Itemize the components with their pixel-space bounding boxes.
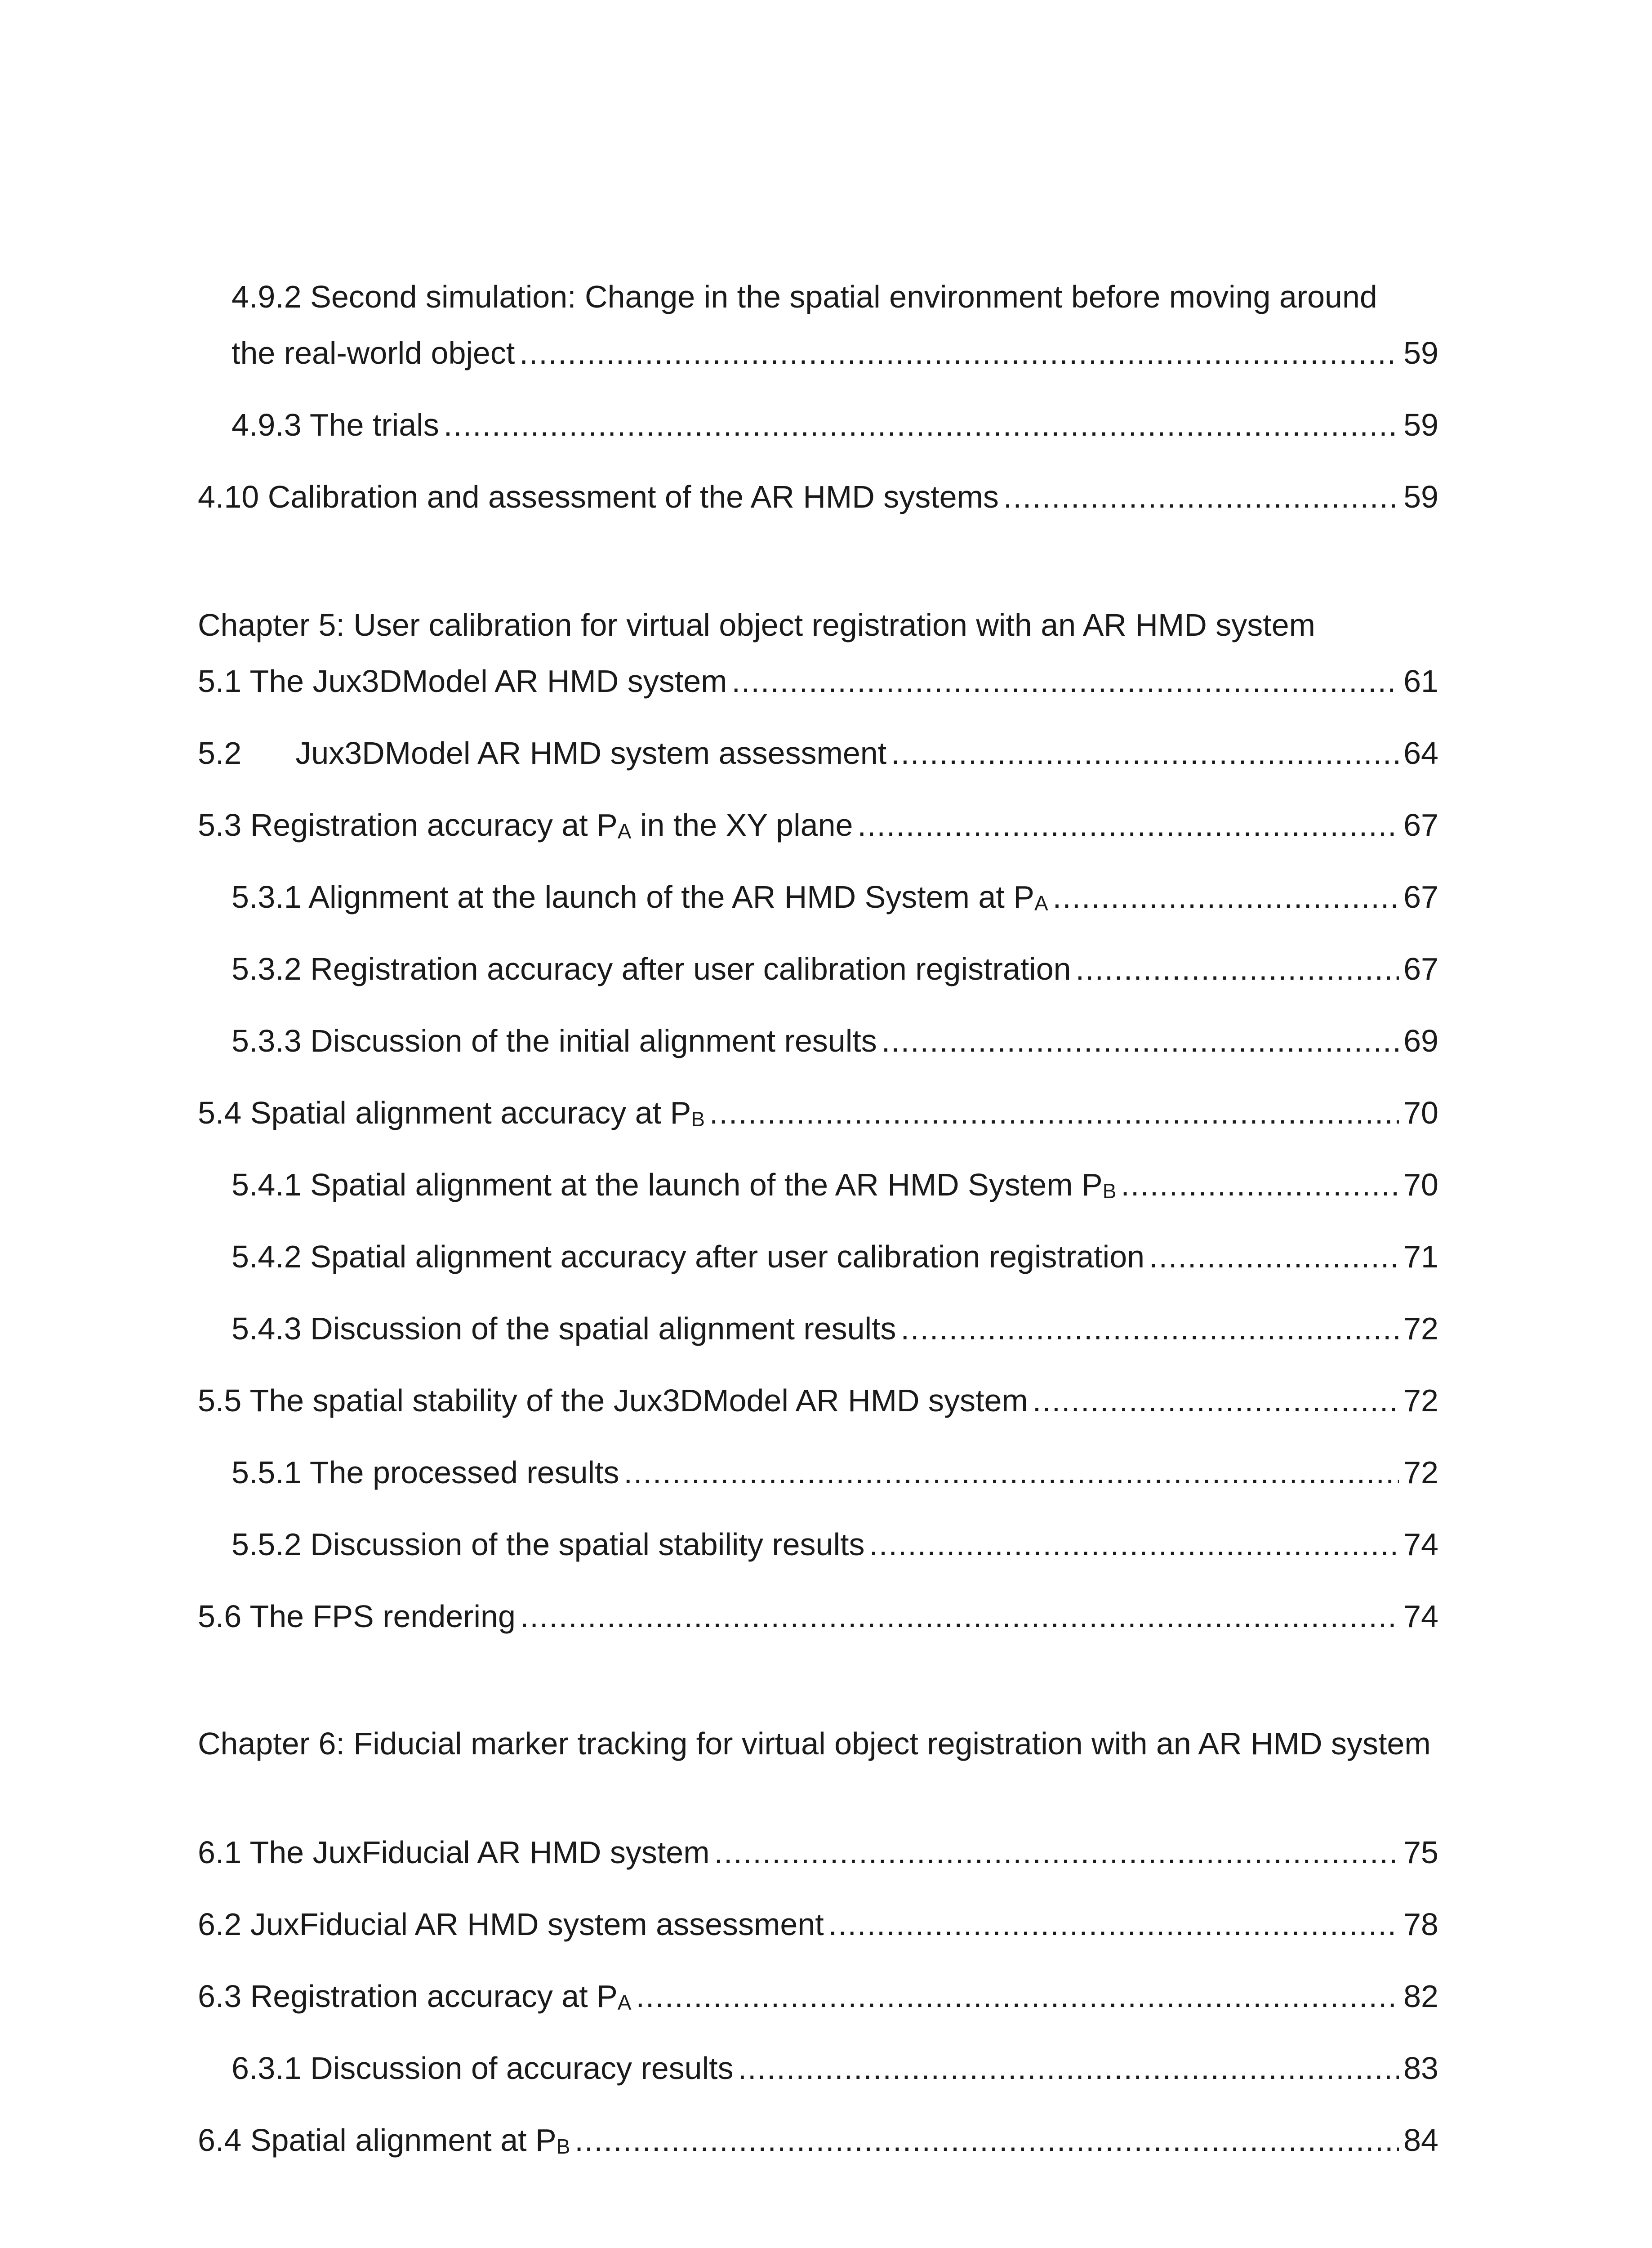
toc-entry-title: 4.9.2 Second simulation: Change in the spatial environment before moving around xyxy=(232,279,1377,314)
toc-page-number: 72 xyxy=(1403,1311,1438,1346)
toc-page-number: 74 xyxy=(1403,1599,1438,1634)
toc-page-number: 67 xyxy=(1403,879,1438,914)
toc-entry-5-1 xyxy=(198,656,1438,706)
dot-leader xyxy=(828,1900,1399,1949)
toc-page-number: 69 xyxy=(1403,1023,1438,1058)
toc-entry-title: 5.6 The FPS rendering xyxy=(198,1599,516,1634)
toc-entry-title: 5.3.2 Registration accuracy after user calibration registration xyxy=(232,951,1071,986)
toc-page-number: 67 xyxy=(1403,951,1438,986)
toc-entry-title-wrap xyxy=(232,872,1048,928)
toc-page-number: 83 xyxy=(1403,2051,1438,2086)
subscript-letter: B xyxy=(691,1107,705,1131)
dot-leader xyxy=(714,1828,1399,1877)
toc-entry-title: 5.3.1 Alignment at the launch of the AR HMD System at P xyxy=(232,879,1034,914)
toc-entry-5-4 xyxy=(198,1088,1438,1137)
toc-entry-5-5-1 xyxy=(232,1448,1438,1497)
toc-entry-title: 5.5.1 The processed results xyxy=(232,1455,619,1490)
dot-leader xyxy=(901,1304,1399,1353)
dot-leader xyxy=(891,728,1399,778)
toc-page-number: 70 xyxy=(1403,1095,1438,1130)
toc-entry-title-wrap xyxy=(198,2115,570,2171)
dot-leader xyxy=(1149,1232,1399,1281)
toc-page-number: 61 xyxy=(1403,664,1438,699)
subscript-letter: A xyxy=(617,1991,632,2014)
dot-leader xyxy=(444,400,1399,450)
dot-leader xyxy=(624,1448,1399,1497)
toc-entry-number: 5.2 xyxy=(198,736,242,771)
toc-entry-title: 4.10 Calibration and assessment of the AR HMD systems xyxy=(198,479,999,514)
toc-entry-title: 6.2 JuxFiducial AR HMD system assessment xyxy=(198,1907,824,1942)
toc-entry-title-wrap xyxy=(198,1088,705,1144)
toc-page-number: 67 xyxy=(1403,807,1438,843)
toc-entry-title: 4.9.3 The trials xyxy=(232,407,439,442)
toc-entry-5-3-3 xyxy=(232,1016,1438,1066)
toc-entry-title: the real-world object xyxy=(232,335,515,370)
toc-entry-title: 5.5 The spatial stability of the Jux3DModel AR HMD system xyxy=(198,1383,1028,1418)
subscript-letter: B xyxy=(1102,1179,1117,1203)
toc-page-number: 82 xyxy=(1403,1979,1438,2014)
dot-leader xyxy=(520,1592,1399,1641)
dot-leader xyxy=(1121,1160,1399,1209)
toc-entry-title-wrap xyxy=(198,800,853,856)
toc-entry-title: 6.1 The JuxFiducial AR HMD system xyxy=(198,1835,710,1870)
dot-leader xyxy=(519,328,1399,378)
toc-entry-5-3-2 xyxy=(232,944,1438,994)
toc-entry-title: 6.3 Registration accuracy at P xyxy=(198,1979,618,2014)
toc-entry-4-10 xyxy=(198,472,1438,522)
dot-leader xyxy=(1003,472,1399,522)
toc-page-number: 72 xyxy=(1403,1383,1438,1418)
toc-entry-title: Jux3DModel AR HMD system assessment xyxy=(295,736,887,771)
toc-entry-title: 5.5.2 Discussion of the spatial stability results xyxy=(232,1527,865,1562)
dot-leader xyxy=(1033,1376,1399,1425)
toc-entry-5-4-2 xyxy=(232,1232,1438,1281)
chapter-title: Chapter 6: Fiducial marker tracking for virtual object registration with an AR HMD system xyxy=(198,1726,1431,1761)
toc-page-number: 75 xyxy=(1403,1835,1438,1870)
toc-entry-5-3 xyxy=(198,800,1438,850)
toc-entry-title: 5.1 The Jux3DModel AR HMD system xyxy=(198,664,727,699)
toc-entry-title: 6.3.1 Discussion of accuracy results xyxy=(232,2051,734,2086)
toc-entry-title: 5.4.2 Spatial alignment accuracy after user calibration registration xyxy=(232,1239,1145,1274)
toc-entry-6-3 xyxy=(198,1971,1438,2021)
toc-entry-title-wrap xyxy=(232,1160,1116,1216)
dot-leader xyxy=(1053,872,1399,922)
chapter-6-heading xyxy=(198,1715,1438,1772)
dot-leader xyxy=(636,1971,1399,2021)
toc-page-number: 78 xyxy=(1403,1907,1438,1942)
toc-page-number: 64 xyxy=(1403,736,1438,771)
dot-leader xyxy=(709,1088,1399,1137)
toc-entry-title: 5.3.3 Discussion of the initial alignment results xyxy=(232,1023,877,1058)
toc-page-number: 59 xyxy=(1403,479,1438,514)
toc-page-number: 59 xyxy=(1403,335,1438,370)
toc-entry-6-4 xyxy=(198,2115,1438,2165)
toc-entry-title: 5.4 Spatial alignment accuracy at P xyxy=(198,1095,691,1130)
toc-page-number: 59 xyxy=(1403,407,1438,442)
chapter-5-heading xyxy=(198,600,1438,650)
toc-entry-title: 5.4.1 Spatial alignment at the launch of the AR HMD System P xyxy=(232,1167,1103,1202)
dot-leader xyxy=(738,2043,1399,2093)
toc-entry-title: 5.4.3 Discussion of the spatial alignment results xyxy=(232,1311,896,1346)
subscript-letter: B xyxy=(556,2135,570,2158)
toc-entry-title: 5.3 Registration accuracy at P xyxy=(198,807,618,843)
toc-page-number: 71 xyxy=(1403,1239,1438,1274)
toc-entry-4-9-3 xyxy=(232,400,1438,450)
toc-entry-title: 6.4 Spatial alignment at P xyxy=(198,2123,557,2158)
toc-entry-5-4-1 xyxy=(232,1160,1438,1209)
subscript-letter: A xyxy=(617,820,632,843)
toc-entry-6-1 xyxy=(198,1828,1438,1877)
toc-page-number: 84 xyxy=(1403,2123,1438,2158)
toc-page-number: 72 xyxy=(1403,1455,1438,1490)
dot-leader xyxy=(882,1016,1399,1066)
toc-entry-4-9-2-line2 xyxy=(232,328,1438,378)
toc-page-number: 74 xyxy=(1403,1527,1438,1562)
toc-entry-5-5 xyxy=(198,1376,1438,1425)
dot-leader xyxy=(857,800,1399,850)
toc-entry-5-6 xyxy=(198,1592,1438,1641)
toc-entry-5-4-3 xyxy=(232,1304,1438,1353)
toc-entry-5-3-1 xyxy=(232,872,1438,922)
dot-leader xyxy=(731,656,1399,706)
toc-entry-title-tail: in the XY plane xyxy=(631,807,853,843)
subscript-letter: A xyxy=(1034,892,1048,915)
toc-entry-5-5-2 xyxy=(232,1520,1438,1569)
dot-leader xyxy=(574,2115,1399,2165)
dot-leader xyxy=(1076,944,1399,994)
toc-page-number: 70 xyxy=(1403,1167,1438,1202)
toc-entry-4-9-2-line1 xyxy=(232,272,1438,321)
toc-entry-5-2 xyxy=(198,728,1438,778)
dot-leader xyxy=(869,1520,1399,1569)
chapter-title: Chapter 5: User calibration for virtual object registration with an AR HMD system xyxy=(198,607,1315,642)
toc-entry-title-wrap xyxy=(198,1971,631,2027)
toc-entry-title-wrap xyxy=(198,728,886,778)
toc-entry-6-3-1 xyxy=(232,2043,1438,2093)
toc-entry-6-2 xyxy=(198,1900,1438,1949)
